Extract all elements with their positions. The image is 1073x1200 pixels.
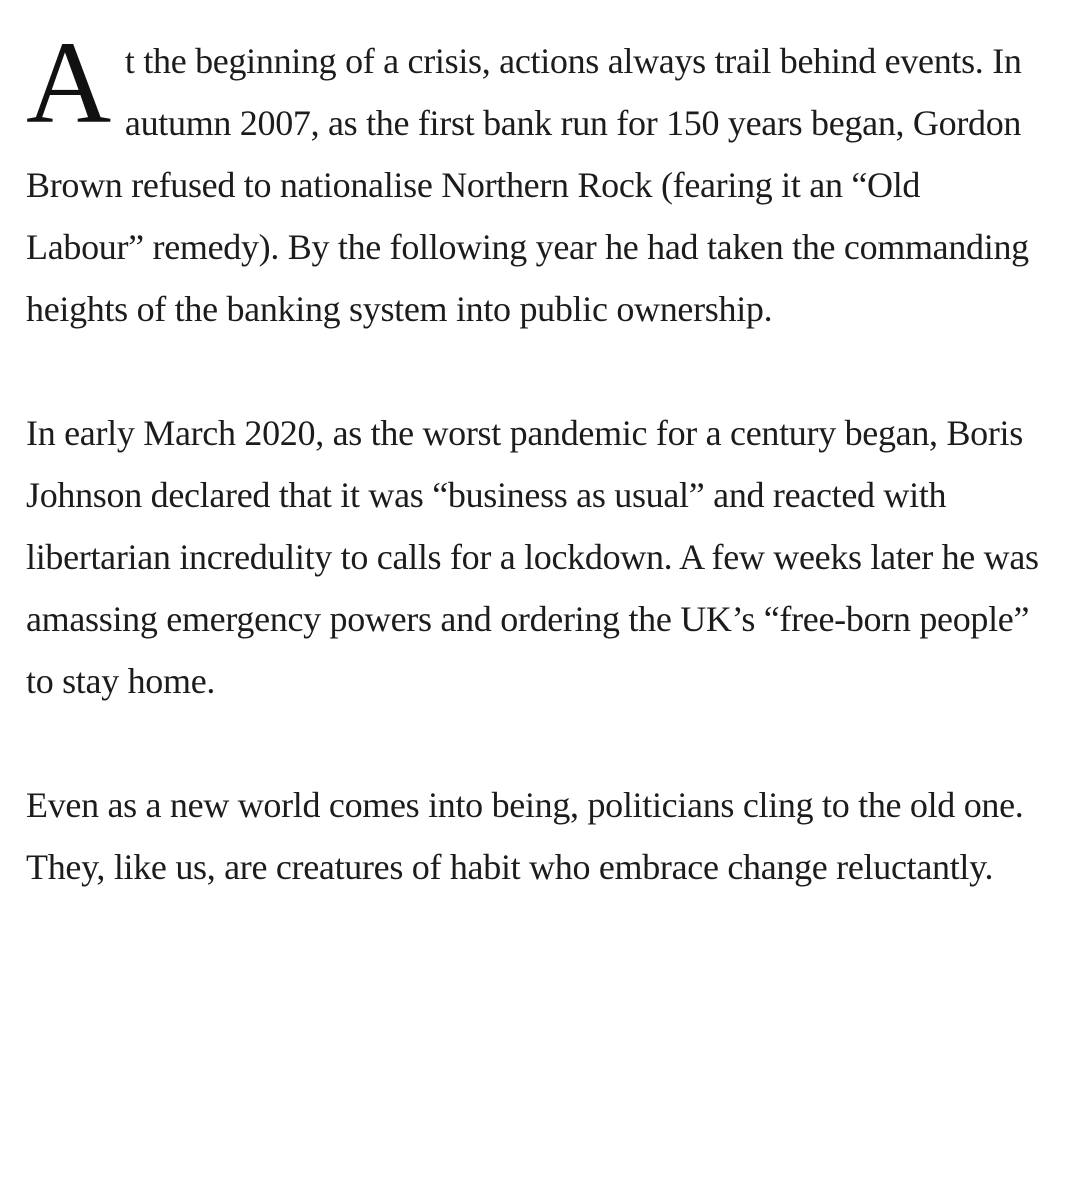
drop-cap: A [26,17,111,148]
paragraph-2 [26,402,1046,712]
article-body [26,17,1046,960]
paragraph-3 [26,774,1046,898]
paragraph-1-text: t the beginning of a crisis, actions always trail behind events. In autumn 2007, as the first bank run for 150 years began, Gordon Brown refused to nationalise Northern Rock (fearing it an “Old Labour” remedy). By the following year he had taken the commanding heights of the banking system into public ownership. [26,41,1029,329]
paragraph-3-text: Even as a new world comes into being, politicians cling to the old one. They, like us, are creatures of habit who embrace change reluctantly. [26,785,1024,887]
paragraph-1 [26,17,1046,340]
paragraph-2-text: In early March 2020, as the worst pandemic for a century began, Boris Johnson declared that it was “business as usual” and reacted with libertarian incredulity to calls for a lockdown. A few weeks later he was amassing emergency powers and ordering the UK’s “free-born people” to stay home. [26,413,1039,701]
